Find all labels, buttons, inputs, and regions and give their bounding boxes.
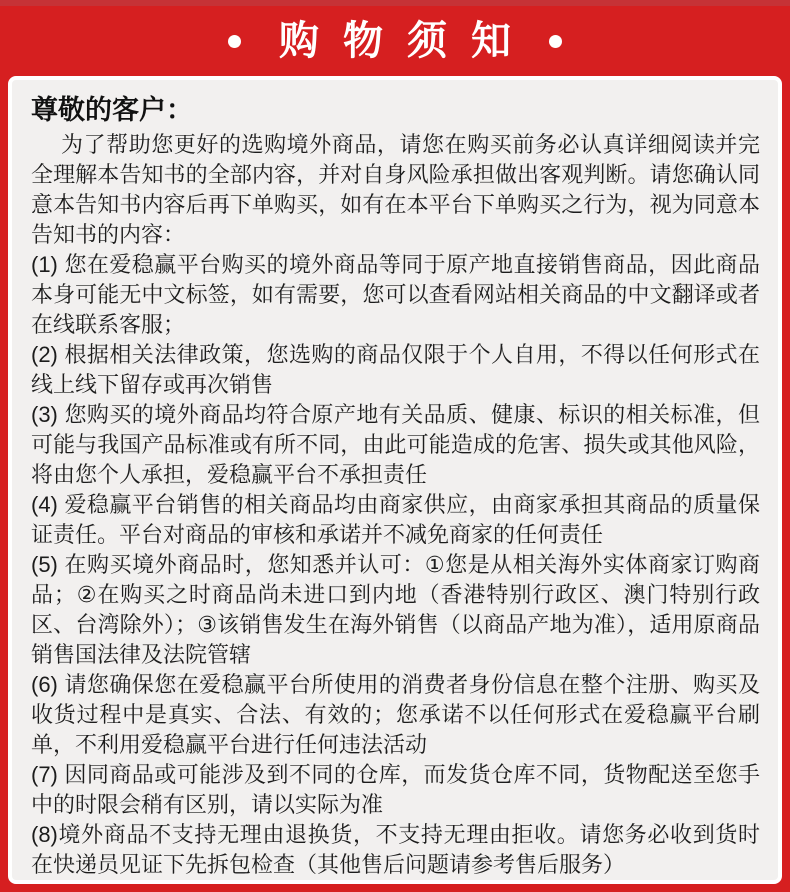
notice-item-1: (1) 您在爱稳赢平台购买的境外商品等同于原产地直接销售商品，因此商品本身可能无中文标签，如有需要，您可以查看网站相关商品的中文翻译或者在线联系客服； xyxy=(31,252,760,337)
notice-item-7: (7) 因同商品或可能涉及到不同的仓库，而发货仓库不同，货物配送至您手中的时限会稍有区别，请以实际为准 xyxy=(31,762,760,817)
dot-icon xyxy=(228,35,241,48)
notice-item-5: (5) 在购买境外商品时，您知悉并认可：①您是从相关海外实体商家订购商品；②在购买之时商品尚未进口到内地（香港特别行政区、澳门特别行政区、台湾除外）；③该销售发生在海外销售（以商品产地为准），适用原商品销售国法律及法院管辖 xyxy=(31,552,760,667)
salutation-heading: 尊敬的客户： xyxy=(31,95,193,125)
notice-item-4: (4) 爱稳赢平台销售的相关商品均由商家供应，由商家承担其商品的质量保证责任。平台对商品的审核和承诺并不减免商家的任何责任 xyxy=(31,492,760,547)
notice-panel xyxy=(8,76,782,884)
intro-paragraph: 为了帮助您更好的选购境外商品，请您在购买前务必认真详细阅读并完全理解本告知书的全部内容，并对自身风险承担做出客观判断。请您确认同意本告知书内容后再下单购买，如有在本平台下单购买之行为，视为同意本告知书的内容： xyxy=(31,132,760,247)
notice-item-6: (6) 请您确保您在爱稳赢平台所使用的消费者身份信息在整个注册、购买及收货过程中是真实、合法、有效的；您承诺不以任何形式在爱稳赢平台刷单，不利用爱稳赢平台进行任何违法活动 xyxy=(31,672,760,757)
dot-icon xyxy=(549,35,562,48)
notice-content xyxy=(12,80,778,880)
notice-item-3: (3) 您购买的境外商品均符合原产地有关品质、健康、标识的相关标准，但可能与我国产品标准或有所不同，由此可能造成的危害、损失或其他风险，将由您个人承担，爱稳赢平台不承担责任 xyxy=(31,402,760,487)
page-title: 购物须知 xyxy=(279,19,535,63)
notice-banner xyxy=(0,6,790,76)
notice-item-2: (2) 根据相关法律政策，您选购的商品仅限于个人自用，不得以任何形式在线上线下留存或再次销售 xyxy=(31,342,760,397)
notice-item-8: (8)境外商品不支持无理由退换货，不支持无理由拒收。请您务必收到货时在快递员见证下先拆包检查（其他售后问题请参考售后服务） xyxy=(31,822,760,877)
